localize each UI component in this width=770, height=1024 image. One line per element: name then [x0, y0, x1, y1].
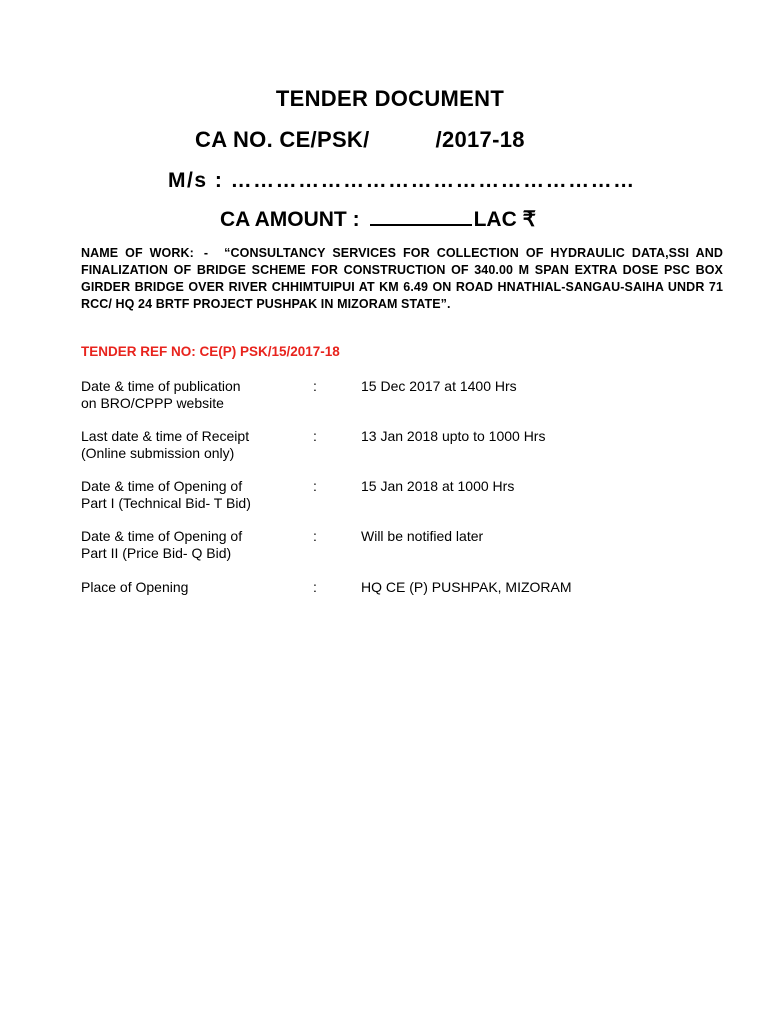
schedule-value: 15 Dec 2017 at 1400 Hrs: [361, 378, 517, 394]
name-of-work-text: “CONSULTANCY SERVICES FOR COLLECTION OF HYDRAULIC DATA,SSI AND FINALIZATION OF BRIDGE SCHEME FOR CONSTRUCTION OF 340.00 M SPAN EXTRA DOSE PSC BOX GIRDER BRIDGE OVER RIVER CHHIMTUIPUI AT KM 6.49 ON ROAD HNATHIAL-SANGAU-SAIHA UNDR 71 RCC/ HQ 24 BRTF PROJECT PUSHPAK IN MIZORAM STATE”.: [81, 246, 723, 311]
ca-amount-label: CA AMOUNT :: [220, 208, 360, 231]
ca-amount-unit: LAC ₹: [473, 208, 536, 231]
schedule-colon: :: [313, 478, 317, 494]
schedule-colon: :: [313, 579, 317, 595]
schedule-value: Will be notified later: [361, 528, 484, 544]
schedule-label-line1: Date & time of Opening of: [81, 528, 243, 544]
ca-number-suffix: /2017-18: [435, 127, 525, 152]
schedule-label-line1: Date & time of publication: [81, 378, 241, 394]
schedule-label-line2: (Online submission only): [81, 445, 235, 461]
ca-number-prefix: CA NO. CE/PSK/: [195, 127, 370, 152]
schedule-label: [81, 528, 301, 562]
name-of-work-dash: -: [203, 246, 209, 260]
ca-number: [195, 127, 525, 153]
ca-amount-blank: [370, 206, 472, 226]
schedule-value: 13 Jan 2018 upto to 1000 Hrs: [361, 428, 546, 444]
ca-amount: [220, 206, 536, 232]
document-title: TENDER DOCUMENT: [275, 86, 505, 111]
schedule-colon: :: [313, 378, 317, 394]
schedule-label-line1: Last date & time of Receipt: [81, 428, 250, 444]
schedule-label-line2: Part II (Price Bid- Q Bid): [81, 545, 232, 561]
schedule-label: [81, 378, 301, 412]
schedule-value: 15 Jan 2018 at 1000 Hrs: [361, 478, 515, 494]
schedule-label-line2: on BRO/CPPP website: [81, 395, 224, 411]
name-of-work-label: NAME OF WORK:: [81, 246, 194, 260]
schedule-value: HQ CE (P) PUSHPAK, MIZORAM: [361, 579, 572, 595]
schedule-label: [81, 428, 301, 462]
schedule-colon: :: [313, 428, 317, 444]
ms-line: M/s : ………………………………………………: [168, 169, 636, 192]
schedule-label: [81, 579, 301, 596]
schedule-label-line2: Part I (Technical Bid- T Bid): [81, 495, 251, 511]
schedule-label-line1: Date & time of Opening of: [81, 478, 243, 494]
tender-ref: TENDER REF NO: CE(P) PSK/15/2017-18: [81, 344, 340, 359]
schedule-label-line1: Place of Opening: [81, 579, 189, 595]
name-of-work: [81, 245, 723, 313]
schedule-colon: :: [313, 528, 317, 544]
schedule-label: [81, 478, 301, 512]
